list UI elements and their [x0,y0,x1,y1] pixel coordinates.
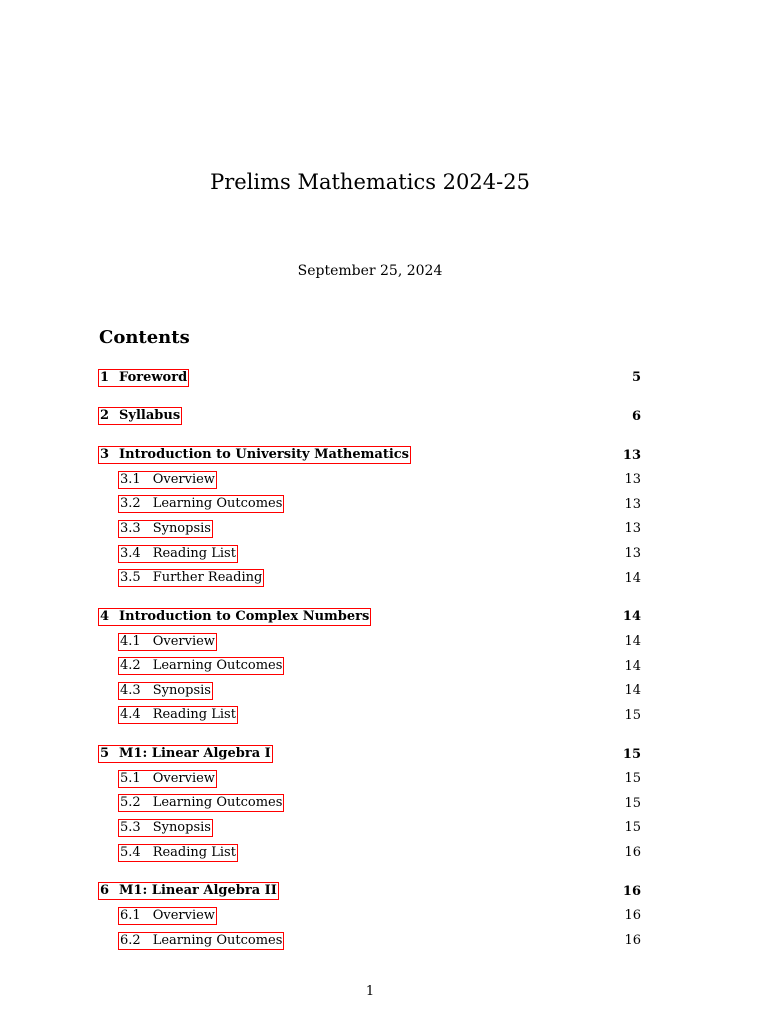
toc-subsection-entry [118,470,643,490]
toc-subsection-entry [118,632,643,652]
toc-entry-number: 3.4 [120,545,141,561]
toc-subsection-entry [118,906,643,926]
toc-entry-title: Overview [152,633,215,649]
toc-entry-title: M1: Linear Algebra I [119,746,271,762]
toc-entry-number: 5.2 [120,795,141,811]
toc-page-number: 13 [617,446,641,466]
toc-subsection-entry [118,569,643,589]
toc-page-number: 16 [618,906,641,926]
toc-entry-number: 3.5 [120,570,141,586]
toc-link[interactable] [118,545,238,563]
toc-page-number: 16 [618,843,641,863]
document-date: September 25, 2024 [297,263,443,279]
toc-section-entry [98,368,643,388]
toc-entry-label-wrap [118,794,288,814]
toc-entry-label-wrap [118,818,217,838]
toc-link[interactable] [118,657,284,675]
toc-entry-number: 4.1 [120,633,141,649]
toc-subsection-entry [118,769,643,789]
toc-subsection-entry [118,544,643,564]
toc-subsection-entry [118,931,643,951]
toc-page-number: 16 [618,931,641,951]
toc-subsection-entry [118,681,643,701]
toc-entry-number: 2 [100,408,110,424]
toc-entry-number: 4.3 [120,682,141,698]
toc-entry-label-wrap [118,931,288,951]
toc-entry-label-wrap [118,769,221,789]
toc-entry-title: Learning Outcomes [152,795,283,811]
toc-entry-title: Further Reading [152,570,263,586]
toc-page-number: 15 [618,794,641,814]
toc-link[interactable] [118,471,217,489]
toc-section-entry [98,607,643,627]
toc-link[interactable] [118,633,217,651]
toc-section-entry [98,882,643,902]
toc-link[interactable] [118,907,217,925]
toc-entry-label-wrap [118,657,288,677]
toc-entry-title: Synopsis [152,520,211,536]
toc-entry-label-wrap [118,843,242,863]
toc-subsection-entry [118,794,643,814]
toc-entry-title: Reading List [152,545,236,561]
toc-link[interactable] [98,369,189,387]
toc-link[interactable] [118,495,284,513]
toc-page-number: 13 [618,544,641,564]
toc-entry-label-wrap [118,569,268,589]
toc-link[interactable] [98,882,279,900]
toc-link[interactable] [118,844,238,862]
document-title: Prelims Mathematics 2024-25 [210,170,530,194]
toc-link[interactable] [98,608,371,626]
toc-entry-title: Synopsis [152,819,211,835]
toc-entry-number: 4.4 [120,707,141,723]
toc-subsection-entry [118,495,643,515]
toc-entry-label-wrap [118,906,221,926]
toc-section-entry [98,446,643,466]
toc-page-number: 14 [618,632,641,652]
toc-entry-label-wrap [118,706,242,726]
toc-entry-number: 3.2 [120,496,141,512]
toc-entry-label-wrap [118,495,288,515]
contents-heading: Contents [99,327,190,348]
toc-link[interactable] [118,770,217,788]
toc-link[interactable] [98,745,273,763]
toc-entry-title: Learning Outcomes [152,932,283,948]
toc-entry-title: Introduction to University Mathematics [119,447,409,463]
toc-entry-title: Synopsis [152,682,211,698]
toc-entry-number: 3.3 [120,520,141,536]
toc-entry-number: 5.1 [120,770,141,786]
toc-link[interactable] [118,569,264,587]
toc-entry-title: Learning Outcomes [152,658,283,674]
toc-entry-number: 6 [100,883,110,899]
toc-entry-title: Foreword [119,369,188,385]
toc-link[interactable] [118,819,213,837]
toc-entry-label-wrap [118,519,217,539]
toc-entry-number: 1 [100,369,110,385]
toc-link[interactable] [118,682,213,700]
toc-page-number: 13 [618,495,641,515]
toc-entry-title: Overview [152,471,215,487]
toc-link[interactable] [118,794,284,812]
toc-page-number: 14 [618,657,641,677]
toc-entry-title: Syllabus [119,408,181,424]
toc-subsection-entry [118,818,643,838]
toc-entry-number: 5.3 [120,819,141,835]
toc-entry-title: Reading List [152,707,236,723]
toc-link[interactable] [98,446,411,464]
page-number: 1 [365,984,375,999]
toc-subsection-entry [118,706,643,726]
toc-entry-label-wrap [118,470,221,490]
toc-entry-title: Learning Outcomes [152,496,283,512]
toc-page-number: 15 [617,745,641,765]
toc-entry-label-wrap [118,681,217,701]
toc-page-number: 15 [618,818,641,838]
toc-subsection-entry [118,843,643,863]
toc-subsection-entry [118,657,643,677]
toc-entry-label-wrap [98,446,415,466]
toc-entry-title: Overview [152,770,215,786]
toc-page-number: 16 [617,882,641,902]
toc-entry-number: 6.2 [120,932,141,948]
toc-entry-label-wrap [98,882,283,902]
toc-entry-number: 5.4 [120,844,141,860]
toc-entry-title: Overview [152,907,215,923]
toc-link[interactable] [118,706,238,724]
toc-entry-number: 3 [100,447,110,463]
toc-entry-title: Reading List [152,844,236,860]
toc-subsection-entry [118,519,643,539]
toc-entry-label-wrap [118,544,242,564]
toc-page-number: 13 [618,470,641,490]
toc-page-number: 14 [618,681,641,701]
toc-page-number: 14 [618,569,641,589]
toc-page-number: 5 [626,368,641,388]
toc-page-number: 15 [618,706,641,726]
toc-entry-title: M1: Linear Algebra II [119,883,277,899]
toc-entry-number: 5 [100,746,110,762]
toc-link[interactable] [118,932,284,950]
toc-section-entry [98,745,643,765]
toc-entry-title: Introduction to Complex Numbers [119,608,370,624]
toc-page-number: 15 [618,769,641,789]
toc-entry-label-wrap [98,407,186,427]
toc-entry-number: 6.1 [120,907,141,923]
toc-entry-label-wrap [98,607,375,627]
toc-section-entry [98,407,643,427]
toc-page-number: 13 [618,519,641,539]
toc-entry-label-wrap [118,632,221,652]
toc-page-number: 14 [617,607,641,627]
toc-entry-number: 4 [100,608,110,624]
toc-link[interactable] [118,520,213,538]
toc-entry-label-wrap [98,745,277,765]
toc-entry-number: 3.1 [120,471,141,487]
toc-entry-label-wrap [98,368,193,388]
toc-page-number: 6 [626,407,641,427]
toc-entry-number: 4.2 [120,658,141,674]
toc-link[interactable] [98,407,182,425]
